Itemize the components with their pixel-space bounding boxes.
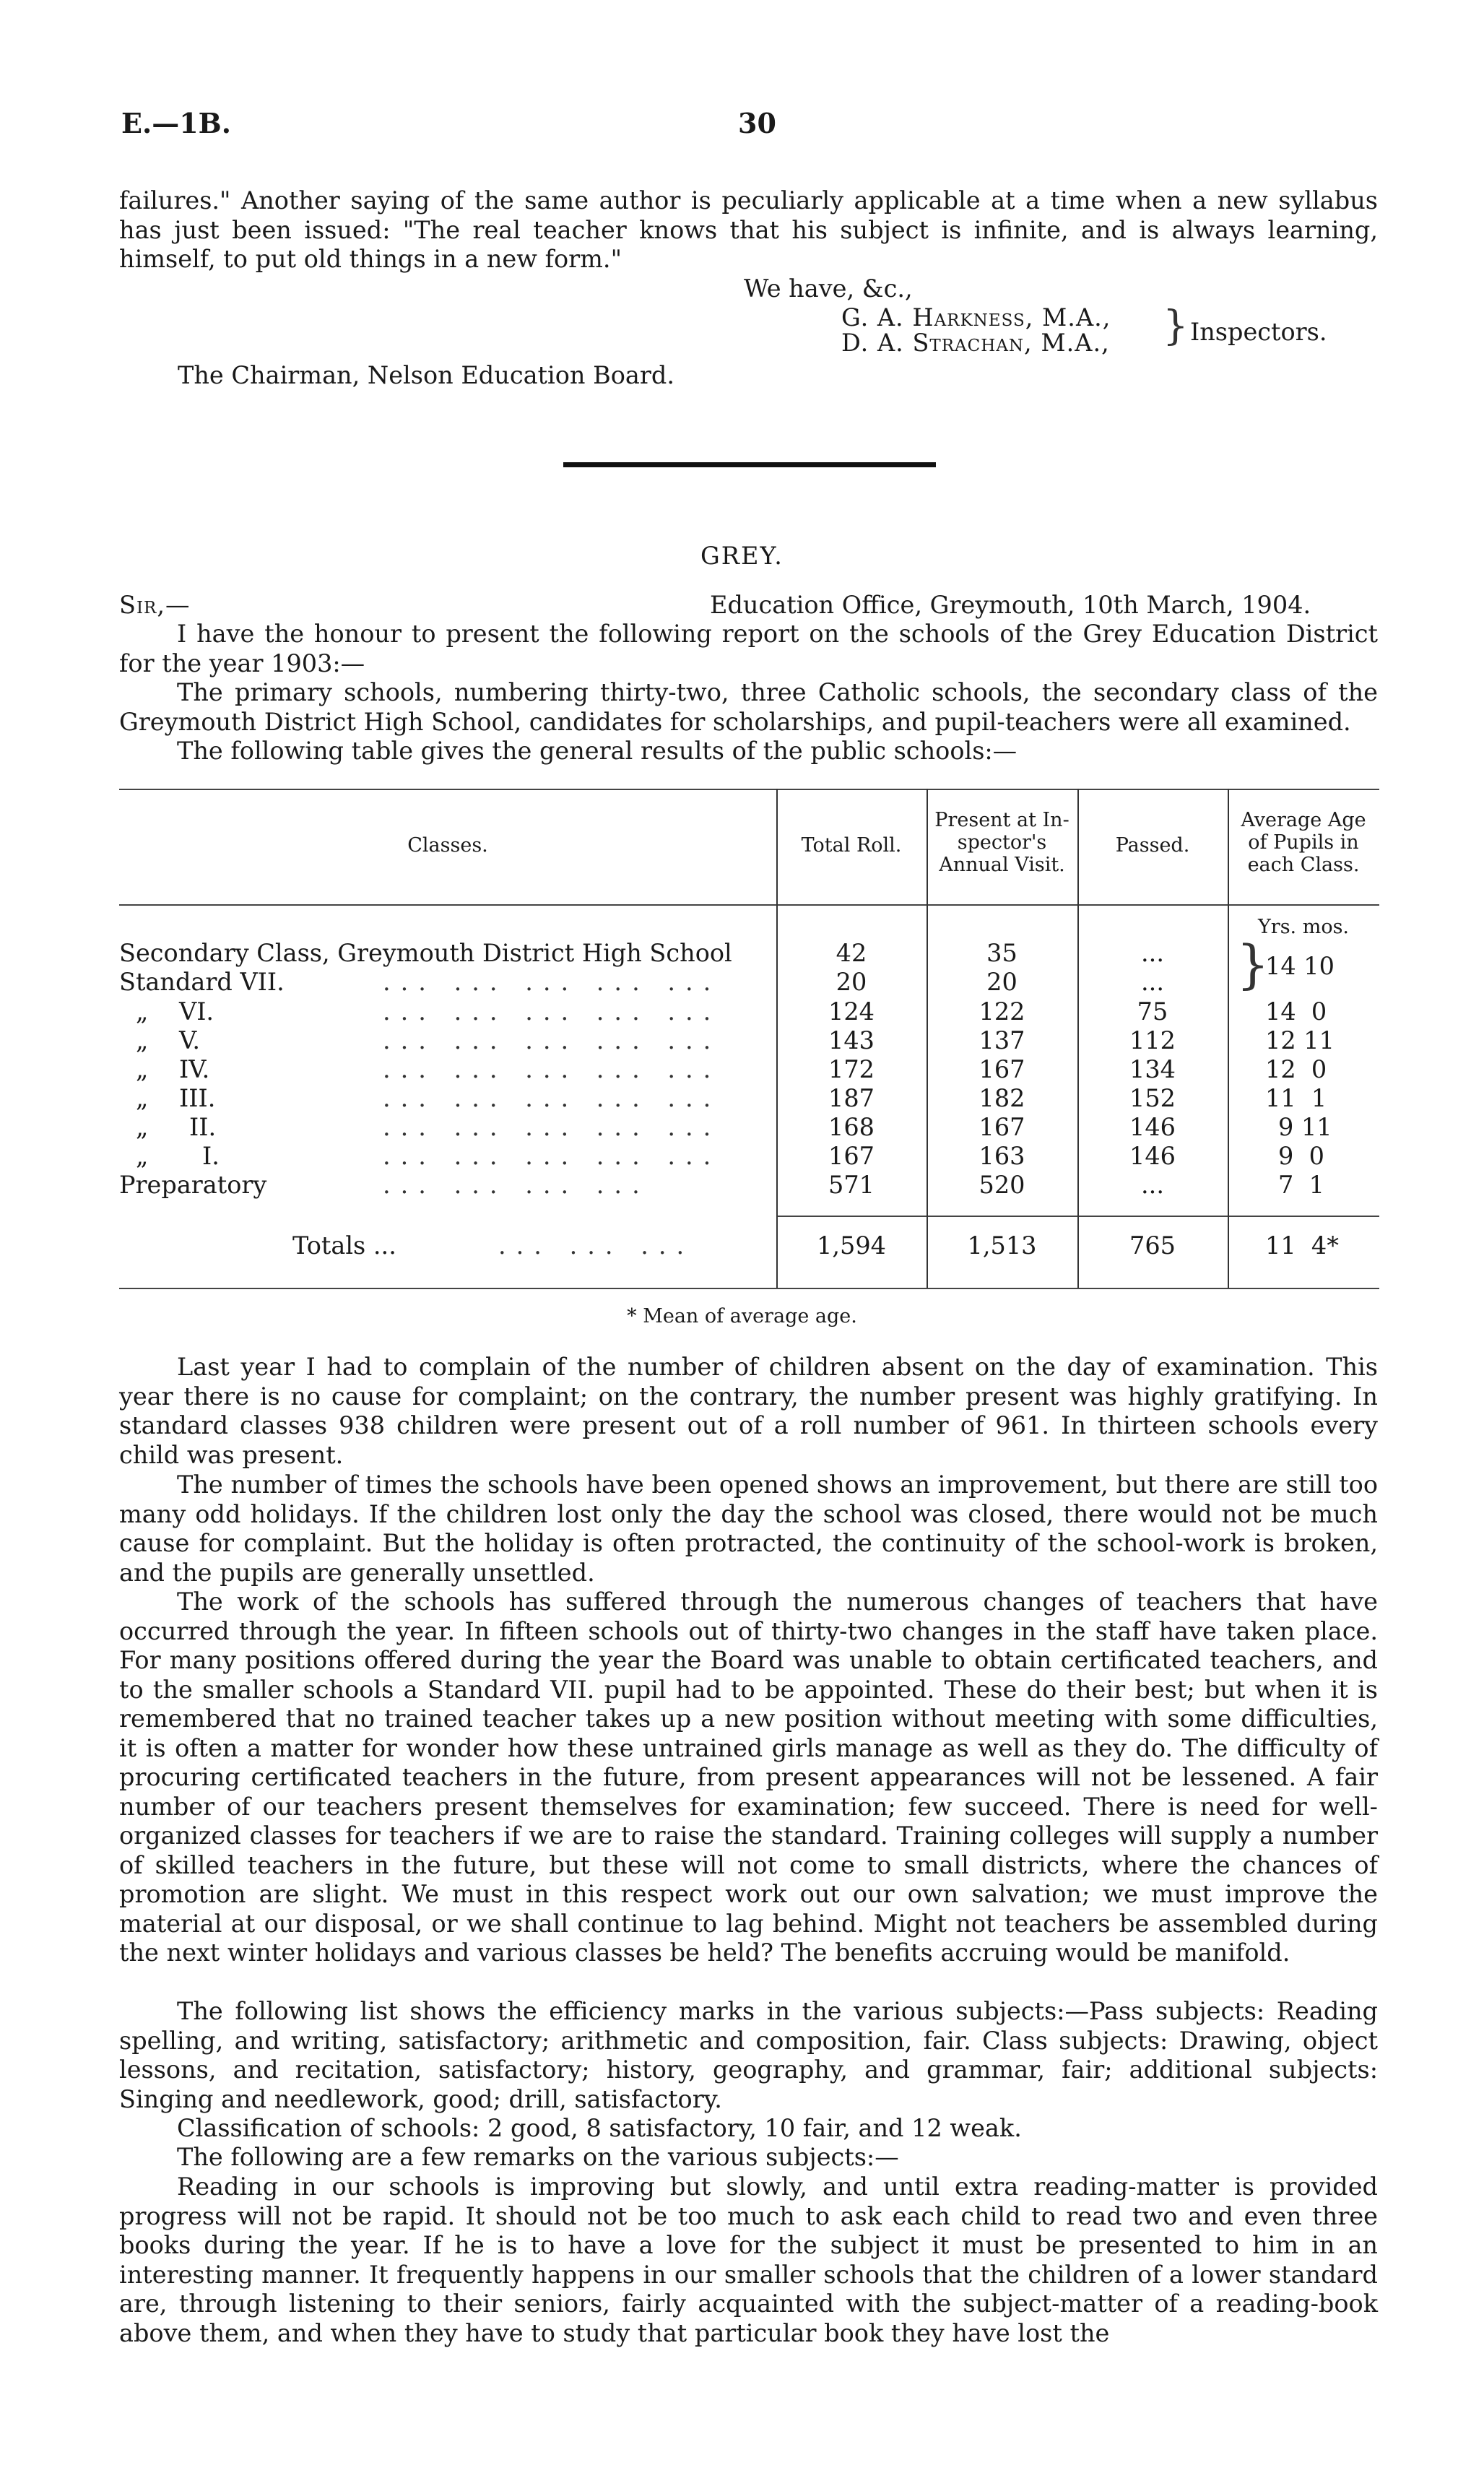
row-average-age: 11 1 bbox=[1265, 1084, 1327, 1112]
header-age-line-3: each Class. bbox=[1247, 854, 1360, 876]
body-paragraph: The following list shows the efficiency marks in the various subjects:—Pass subjects: Reading spelling, and writing, satisfactory; arithmetic and composition, fair. Class subjects: Drawing, object lessons, and recitation, satisfactory; history, geography, and grammar, fair; additional subjects: Singing and needlework, good; drill, satisfactory. bbox=[119, 1997, 1378, 2113]
row-present: 137 bbox=[979, 1026, 1025, 1054]
ditto-mark: „ bbox=[136, 1084, 149, 1112]
body-paragraph: The following are a few remarks on the various subjects:— bbox=[177, 2143, 899, 2171]
row-age-merged: 14 10 bbox=[1265, 952, 1335, 980]
table-top-rule bbox=[119, 789, 1379, 790]
row-passed: 134 bbox=[1129, 1055, 1176, 1083]
ditto-mark: „ bbox=[136, 1026, 149, 1054]
signoff-inspector-1: G. A. Harkness, M.A., bbox=[841, 303, 1111, 332]
dateline: Education Office, Greymouth, 10th March, 1904. bbox=[710, 591, 1311, 619]
row-label: Preparatory bbox=[119, 1171, 267, 1199]
totals-total-roll: 1,594 bbox=[817, 1231, 886, 1260]
header-passed: Passed. bbox=[1115, 834, 1190, 857]
row-total-roll: 124 bbox=[828, 997, 875, 1026]
row-leader-dots: ... ... ... ... ... bbox=[383, 1026, 721, 1054]
table-header-rule bbox=[119, 904, 1379, 906]
row-average-age: 12 0 bbox=[1265, 1055, 1327, 1083]
signoff-inspector-2: D. A. Strachan, M.A., bbox=[841, 329, 1110, 357]
totals-label: Totals ... bbox=[292, 1231, 396, 1260]
row-present: 122 bbox=[979, 997, 1025, 1026]
row-label: III. bbox=[179, 1084, 216, 1112]
row-leader-dots: ... ... ... ... ... bbox=[383, 997, 721, 1026]
row-leader-dots: ... ... ... ... ... bbox=[383, 968, 721, 996]
row-total-roll: 571 bbox=[828, 1171, 875, 1199]
row-present: 520 bbox=[979, 1171, 1025, 1199]
signoff-brace: } bbox=[1163, 303, 1189, 350]
body-paragraph: Reading in our schools is improving but slowly, and until extra reading-matter is provided progress will not be rapid. It should not be too much to ask each child to read two and even three books during the year. If he is to have a love for the subject it must be presented to him in an interesting manner. It frequently happens in our smaller schools that the children of a lower standard are, through listening to their seniors, fairly acquainted with the subject-matter of a reading-book above them, and when they have to study that particular book they have lost the bbox=[119, 2172, 1378, 2347]
page-number: 30 bbox=[738, 107, 776, 139]
report-paragraph-3: The following table gives the general results of the public schools:— bbox=[177, 737, 1017, 765]
body-paragraph: Classification of schools: 2 good, 8 satisfactory, 10 fair, and 12 weak. bbox=[177, 2114, 1022, 2142]
row-present: 167 bbox=[979, 1113, 1025, 1141]
row-label: V. bbox=[179, 1026, 200, 1054]
section-title: GREY. bbox=[700, 542, 784, 570]
row-leader-dots: ... ... ... ... bbox=[383, 1171, 650, 1199]
ditto-mark: „ bbox=[136, 1113, 149, 1141]
totals-present: 1,513 bbox=[967, 1231, 1037, 1260]
header-age-line-1: Average Age bbox=[1241, 809, 1366, 831]
totals-passed: 765 bbox=[1129, 1231, 1176, 1260]
body-paragraph: Last year I had to complain of the number of children absent on the day of examination. This year there is no cause for complaint; on the contrary, the number present was highly gratifying. In standard classes 938 children were present out of a roll number of 961. In thirteen schools every child was present. bbox=[119, 1353, 1378, 1469]
header-age-line-2: of Pupils in bbox=[1248, 831, 1359, 854]
row-label: IV. bbox=[179, 1055, 210, 1083]
row-average-age: 12 11 bbox=[1265, 1026, 1335, 1054]
row-passed: 146 bbox=[1129, 1142, 1176, 1170]
row-average-age: 9 0 bbox=[1278, 1142, 1324, 1170]
row-leader-dots: ... ... ... ... ... bbox=[383, 1142, 721, 1170]
row-total-roll: 167 bbox=[828, 1142, 875, 1170]
row-total-roll: 143 bbox=[828, 1026, 875, 1054]
row-total-roll: 20 bbox=[836, 968, 867, 996]
header-present-line-3: Annual Visit. bbox=[939, 854, 1065, 876]
row-label: VI. bbox=[179, 997, 214, 1026]
report-paragraph-1: I have the honour to present the following report on the schools of the Grey Education District for the year 1903:— bbox=[119, 620, 1378, 677]
row-passed: ... bbox=[1141, 968, 1164, 996]
row-label: Secondary Class, Greymouth District High School bbox=[119, 939, 732, 967]
row-total-roll: 187 bbox=[828, 1084, 875, 1112]
row-label: II. bbox=[189, 1113, 217, 1141]
row-present: 182 bbox=[979, 1084, 1025, 1112]
row-passed: 112 bbox=[1129, 1026, 1176, 1054]
row-average-age: 14 0 bbox=[1265, 997, 1327, 1026]
row-average-age: 7 1 bbox=[1278, 1171, 1324, 1199]
salutation: Sir,— bbox=[119, 591, 191, 619]
ditto-mark: „ bbox=[136, 1055, 149, 1083]
totals-average-age: 11 4* bbox=[1265, 1231, 1339, 1260]
signoff-role: Inspectors. bbox=[1190, 318, 1327, 346]
header-present-line-2: spector's bbox=[957, 831, 1047, 854]
row-total-roll: 172 bbox=[828, 1055, 875, 1083]
row-passed: 75 bbox=[1137, 997, 1168, 1026]
row-present: 20 bbox=[986, 968, 1017, 996]
header-age-units: Yrs. mos. bbox=[1257, 916, 1350, 938]
body-paragraph: The number of times the schools have been opened shows an improvement, but there are still too many odd holidays. If the children lost only the day the school was closed, there would not be much cause for complaint. But the holiday is often protracted, the continuity of the school-work is broken, and the pupils are generally unsettled. bbox=[119, 1470, 1378, 1587]
row-leader-dots: ... ... ... ... ... bbox=[383, 1084, 721, 1112]
row-passed: ... bbox=[1141, 939, 1164, 967]
intro-paragraph: failures." Another saying of the same author is peculiarly applicable at a time when a new syllabus has just been issued: "The real teacher knows that his subject is infinite, and is always learning, himself, to put old things in a new form." bbox=[119, 186, 1378, 273]
row-passed: ... bbox=[1141, 1171, 1164, 1199]
header-present-line-1: Present at In- bbox=[934, 809, 1069, 831]
signoff-addressee: The Chairman, Nelson Education Board. bbox=[178, 361, 674, 389]
header-total-roll: Total Roll. bbox=[801, 834, 902, 857]
section-divider bbox=[563, 462, 936, 467]
report-paragraph-2: The primary schools, numbering thirty-two, three Catholic schools, the secondary class of the Greymouth District High School, candidates for scholarships, and pupil-teachers were all examined. bbox=[119, 678, 1378, 736]
ditto-mark: „ bbox=[136, 997, 149, 1026]
table-bottom-rule bbox=[119, 1288, 1379, 1289]
row-passed: 152 bbox=[1129, 1084, 1176, 1112]
ditto-mark: „ bbox=[136, 1142, 149, 1170]
row-label: Standard VII. bbox=[119, 968, 285, 996]
row-leader-dots: ... ... ... ... ... bbox=[383, 1113, 721, 1141]
header-classes: Classes. bbox=[407, 834, 488, 857]
row-present: 167 bbox=[979, 1055, 1025, 1083]
row-leader-dots: ... ... ... ... ... bbox=[383, 1055, 721, 1083]
table-footnote: * Mean of average age. bbox=[627, 1305, 857, 1327]
signoff-we-have: We have, &c., bbox=[744, 274, 913, 303]
row-present: 163 bbox=[979, 1142, 1025, 1170]
row-average-age: 9 11 bbox=[1278, 1113, 1332, 1141]
row-label: I. bbox=[202, 1142, 220, 1170]
age-brace: } bbox=[1236, 934, 1270, 995]
body-paragraph: The work of the schools has suffered through the numerous changes of teachers that have occurred through the year. In fifteen schools out of thirty-two changes in the staff have taken place. For many positions offered during the year the Board was unable to obtain certificated teachers, and to the smaller schools a Standard VII. pupil had to be appointed. These do their best; but when it is remembered that no trained teacher takes up a new position without meeting with some difficulties, it is often a matter for wonder how these untrained girls manage as well as they do. The difficulty of procuring certificated teachers in the future, from present appearances will not be lessened. A fair number of our teachers present themselves for examination; few succeed. There is need for well-organized classes for teachers if we are to raise the standard. Training colleges will supply a number of skilled teachers in the future, but these will not come to small districts, where the chances of promotion are slight. We must in this respect work out our own salvation; we must improve the material at our disposal, or we shall continue to lag behind. Might not teachers be assembled during the next winter holidays and various classes be held? The benefits accruing would be manifold. bbox=[119, 1587, 1378, 1967]
totals-leader-dots: ... ... ... bbox=[498, 1231, 695, 1260]
row-total-roll: 168 bbox=[828, 1113, 875, 1141]
row-passed: 146 bbox=[1129, 1113, 1176, 1141]
page-reference: E.—1B. bbox=[121, 107, 231, 139]
row-total-roll: 42 bbox=[836, 939, 867, 967]
row-present: 35 bbox=[986, 939, 1017, 967]
